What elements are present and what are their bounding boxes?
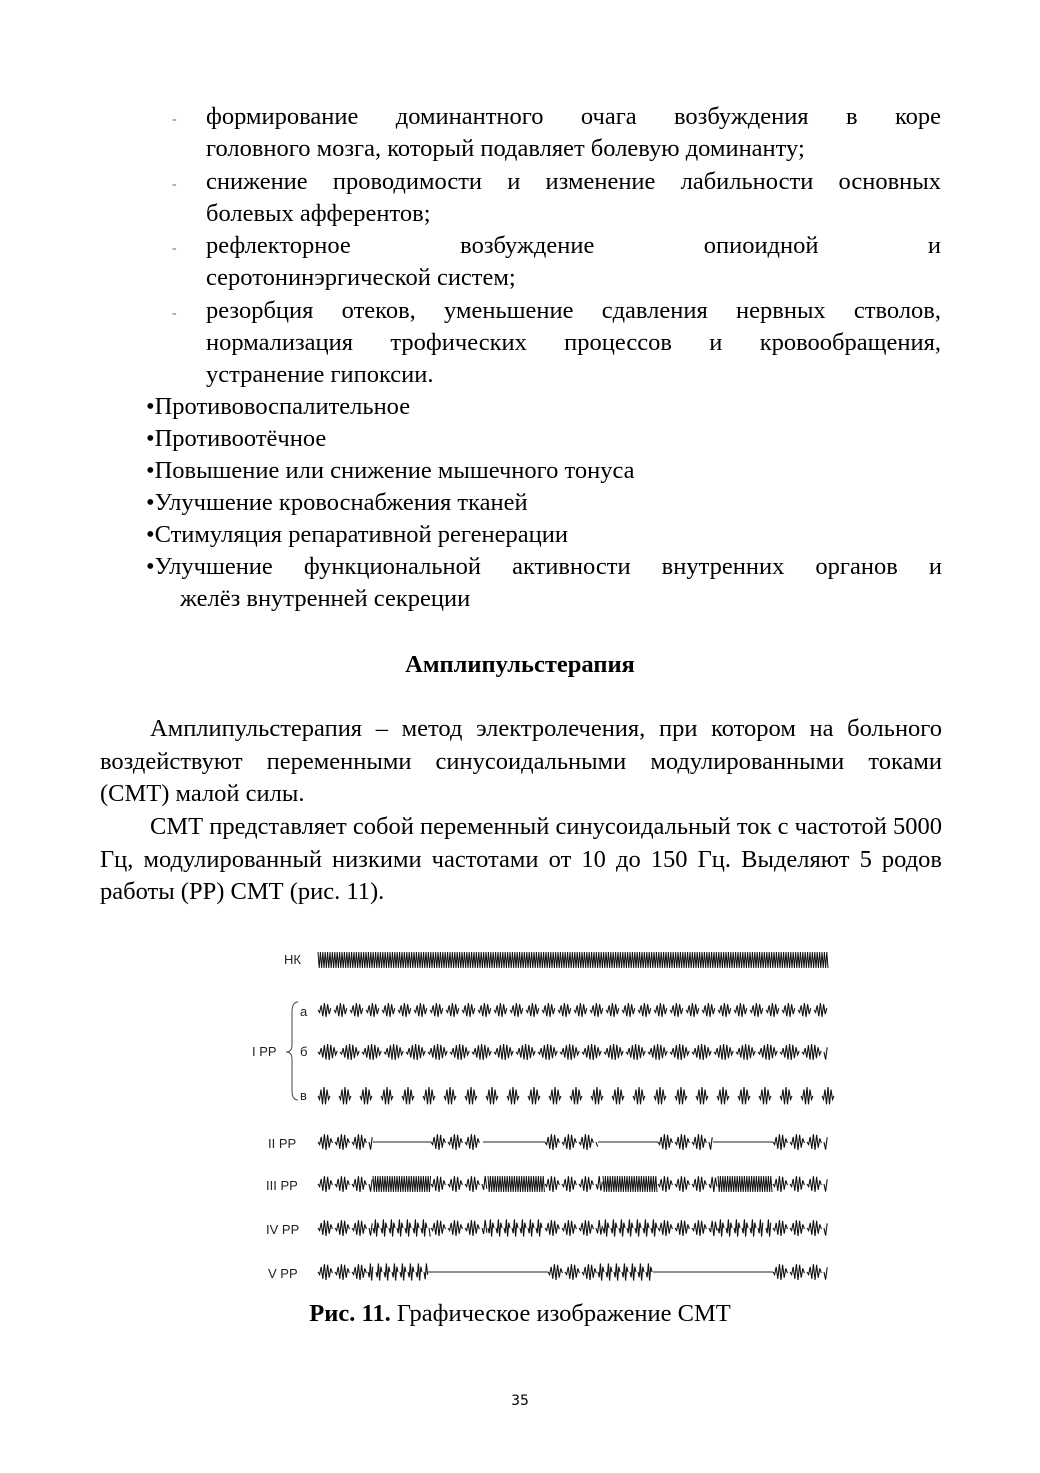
bullet-item: •Улучшение кровоснабжения тканей bbox=[146, 489, 528, 516]
waveform-i-pp-a bbox=[670, 1003, 683, 1017]
waveform-i-pp-a bbox=[494, 1003, 507, 1017]
waveform-i-pp-v bbox=[822, 1087, 834, 1104]
waveform-i-pp-b bbox=[362, 1044, 381, 1060]
waveform-iii-pp bbox=[482, 1176, 487, 1190]
waveform-i-pp-a bbox=[622, 1003, 635, 1017]
waveform-ii-pp bbox=[318, 1134, 332, 1150]
waveform-iv-pp bbox=[709, 1221, 717, 1236]
waveform-i-pp-a bbox=[542, 1003, 555, 1017]
waveform-i-pp-v bbox=[402, 1087, 414, 1104]
waveform-v-pp bbox=[352, 1264, 366, 1280]
waveform-iv-pp-dense bbox=[536, 1219, 542, 1236]
waveform-i-pp-a bbox=[446, 1003, 459, 1017]
waveform-ii-pp bbox=[431, 1134, 445, 1150]
waveform-i-pp-b bbox=[670, 1044, 689, 1060]
waveform-iv-pp-dense bbox=[373, 1219, 379, 1236]
waveform-i-pp-v bbox=[528, 1087, 540, 1104]
waveform-iii-pp-carrier bbox=[603, 1176, 657, 1192]
waveform-i-pp-a bbox=[782, 1003, 795, 1017]
waveform-iv-pp-dense bbox=[651, 1219, 657, 1236]
row-label-a: а bbox=[300, 1004, 308, 1019]
row-label-nk: НК bbox=[284, 952, 301, 967]
row-label-v: в bbox=[300, 1088, 307, 1103]
paragraph: СМТ представляет собой переменный синусоидальный ток с частотой 5000 Гц, модулированный низкими частотами от 10 до 150 Гц. Выделяют 5 родов работы (РР) СМТ (рис. 11). bbox=[100, 813, 942, 905]
waveform-iii-pp bbox=[335, 1176, 349, 1192]
waveform-i-pp-v bbox=[444, 1087, 456, 1104]
waveform-i-pp-b bbox=[648, 1044, 667, 1060]
bullet-item: •Противоотёчное bbox=[146, 425, 327, 452]
waveform-v-pp-dense bbox=[598, 1263, 604, 1280]
waveform-iv-pp-dense bbox=[611, 1219, 617, 1236]
waveform-ii-pp bbox=[579, 1134, 593, 1150]
waveform-i-pp-v bbox=[675, 1087, 687, 1104]
waveform-v-pp-dense bbox=[622, 1263, 628, 1280]
waveform-i-pp-v bbox=[570, 1087, 582, 1104]
waveform-i-pp-a bbox=[798, 1003, 811, 1017]
bullet-item: •Стимуляция репаративной регенерации bbox=[146, 521, 568, 548]
waveform-i-pp-a bbox=[414, 1003, 427, 1017]
waveform-iii-pp-carrier bbox=[488, 1176, 544, 1192]
waveform-v-pp bbox=[824, 1267, 827, 1279]
waveform-iii-pp bbox=[692, 1176, 706, 1192]
waveform-i-pp-a bbox=[430, 1003, 443, 1017]
waveform-iv-pp-dense bbox=[750, 1219, 756, 1236]
dash-marker: - bbox=[172, 112, 177, 127]
waveform-i-pp-a bbox=[638, 1003, 651, 1017]
waveform-iv-pp-dense bbox=[766, 1219, 771, 1236]
waveform-iv-pp bbox=[675, 1220, 689, 1236]
waveform-ii-pp bbox=[335, 1134, 349, 1150]
waveform-iv-pp bbox=[562, 1220, 576, 1236]
waveform-i-pp-a bbox=[462, 1003, 475, 1017]
waveform-iv-pp bbox=[692, 1220, 706, 1236]
waveform-iv-pp-dense bbox=[643, 1219, 649, 1236]
waveform-i-pp-a bbox=[590, 1003, 603, 1017]
bullet-item: •Повышение или снижение мышечного тонуса bbox=[146, 457, 635, 484]
waveform-iv-pp-dense bbox=[496, 1219, 502, 1236]
waveform-iv-pp bbox=[807, 1220, 821, 1236]
dash-item-line: головного мозга, который подавляет болевую доминанту; bbox=[206, 135, 805, 162]
dash-item-line: болевых афферентов; bbox=[206, 200, 431, 227]
row-label-b: б bbox=[300, 1044, 308, 1059]
waveform-i-pp-a bbox=[510, 1003, 523, 1017]
waveform-ii-pp bbox=[773, 1134, 787, 1150]
dash-item-line: нормализация трофических процессов и кровообращения, bbox=[206, 329, 941, 356]
waveform-i-pp-a bbox=[350, 1003, 363, 1017]
waveform-ii-pp bbox=[545, 1134, 559, 1150]
waveform-i-pp-v bbox=[654, 1087, 666, 1104]
waveform-iii-pp bbox=[675, 1176, 689, 1192]
waveform-iv-pp-dense bbox=[397, 1219, 403, 1236]
row-label-ii-pp: II РР bbox=[268, 1136, 297, 1151]
waveform-iv-pp-dense bbox=[488, 1219, 494, 1236]
waveform-iv-pp-dense bbox=[520, 1219, 526, 1236]
waveform-i-pp-v bbox=[612, 1087, 624, 1104]
waveform-ii-pp bbox=[596, 1142, 598, 1147]
waveform-i-pp-a bbox=[606, 1003, 619, 1017]
bullet-item-continuation: желёз внутренней секреции bbox=[180, 585, 471, 612]
waveform-iv-pp-dense bbox=[734, 1219, 740, 1236]
dash-marker: - bbox=[172, 241, 177, 256]
waveform-i-pp-a bbox=[766, 1003, 779, 1017]
waveform-iv-pp bbox=[465, 1220, 479, 1236]
waveform-iv-pp bbox=[658, 1220, 672, 1236]
waveform-iv-pp bbox=[369, 1223, 372, 1235]
waveform-v-pp-dense bbox=[368, 1263, 373, 1280]
waveform-i-pp-b bbox=[384, 1044, 403, 1060]
waveform-nk bbox=[318, 952, 828, 968]
waveform-i-pp-a bbox=[382, 1003, 395, 1017]
waveform-i-pp-v bbox=[360, 1087, 372, 1104]
waveform-i-pp-a bbox=[654, 1003, 667, 1017]
waveform-iii-pp bbox=[658, 1176, 672, 1192]
waveform-iii-pp bbox=[352, 1176, 366, 1192]
dash-item-line: снижение проводимости и изменение лабильности основных bbox=[206, 168, 941, 195]
waveform-v-pp-dense bbox=[392, 1263, 398, 1280]
waveform-ii-pp bbox=[465, 1134, 479, 1150]
waveform-iv-pp-dense bbox=[504, 1219, 510, 1236]
waveform-iii-pp bbox=[807, 1176, 821, 1192]
waveform-ii-pp bbox=[807, 1134, 821, 1150]
waveform-i-pp-v bbox=[759, 1087, 771, 1104]
waveform-i-pp-a bbox=[702, 1003, 715, 1017]
waveform-i-pp-a bbox=[478, 1003, 491, 1017]
waveform-i-pp-b bbox=[560, 1044, 579, 1060]
waveform-i-pp-v bbox=[549, 1087, 561, 1104]
waveform-v-pp-dense bbox=[408, 1263, 414, 1280]
dash-item-line: рефлекторное возбуждение опиоидной и bbox=[206, 232, 941, 259]
waveform-iii-pp-carrier bbox=[373, 1176, 431, 1192]
waveform-iv-pp-dense bbox=[627, 1219, 633, 1236]
dash-item bbox=[206, 230, 941, 294]
waveform-iv-pp bbox=[352, 1220, 366, 1236]
waveform-iv-pp-dense bbox=[528, 1219, 534, 1236]
waveform-v-pp-dense bbox=[614, 1263, 620, 1280]
waveform-iii-pp bbox=[431, 1176, 445, 1192]
waveform-i-pp-a bbox=[558, 1003, 571, 1017]
waveform-v-pp bbox=[318, 1264, 332, 1280]
waveform-i-pp-b bbox=[604, 1044, 623, 1060]
waveform-ii-pp bbox=[790, 1134, 804, 1150]
waveform-ii-pp bbox=[709, 1137, 712, 1149]
waveform-i-pp-b bbox=[538, 1044, 557, 1060]
waveform-i-pp-v bbox=[696, 1087, 708, 1104]
waveform-i-pp-a bbox=[734, 1003, 747, 1017]
waveform-v-pp-dense bbox=[606, 1263, 612, 1280]
waveform-iv-pp bbox=[482, 1220, 487, 1234]
waveform-iv-pp-dense bbox=[413, 1219, 419, 1236]
waveform-iv-pp bbox=[318, 1220, 332, 1236]
waveform-v-pp bbox=[548, 1264, 562, 1280]
waveform-iii-pp bbox=[545, 1176, 559, 1192]
waveform-v-pp-dense bbox=[630, 1263, 636, 1280]
waveform-iv-pp-dense bbox=[718, 1219, 724, 1236]
waveform-i-pp-a bbox=[718, 1003, 731, 1017]
paragraph: Амплипульстерапия – метод электролечения, при котором на больного воздействуют переменными синусоидальными модулированными токами (СМТ) малой силы. bbox=[100, 715, 942, 807]
waveform-i-pp-v bbox=[507, 1087, 519, 1104]
waveform-iii-pp-carrier bbox=[718, 1176, 772, 1192]
dash-item-line: серотонинэргической систем; bbox=[206, 264, 516, 291]
waveform-ii-pp bbox=[562, 1134, 576, 1150]
waveform-i-pp-b bbox=[626, 1044, 645, 1060]
waveform-iv-pp-dense bbox=[381, 1219, 387, 1236]
bullet-item: •Противовоспалительное bbox=[146, 393, 411, 420]
waveform-ii-pp bbox=[692, 1134, 706, 1150]
waveform-group bbox=[318, 952, 834, 1281]
waveform-i-pp-b bbox=[758, 1044, 777, 1060]
waveform-iv-pp-dense bbox=[635, 1219, 641, 1236]
group-brace bbox=[286, 1002, 298, 1100]
waveform-iv-pp-dense bbox=[742, 1219, 748, 1236]
waveform-v-pp-dense bbox=[424, 1263, 428, 1279]
waveform-v-pp bbox=[335, 1264, 349, 1280]
waveform-i-pp-b bbox=[516, 1044, 535, 1060]
waveform-v-pp bbox=[790, 1264, 804, 1280]
waveform-i-pp-b bbox=[340, 1044, 359, 1060]
waveform-iv-pp-dense bbox=[429, 1228, 430, 1237]
waveform-iv-pp bbox=[790, 1220, 804, 1236]
waveform-i-pp-a bbox=[318, 1003, 331, 1017]
waveform-v-pp bbox=[582, 1264, 596, 1280]
waveform-iii-pp bbox=[562, 1176, 576, 1192]
section-heading: Амплипульстерапия bbox=[405, 651, 635, 678]
waveform-iv-pp-dense bbox=[619, 1219, 625, 1236]
waveform-i-pp-v bbox=[738, 1087, 750, 1104]
waveform-i-pp-v bbox=[339, 1087, 351, 1104]
bullet-item: •Улучшение функциональной активности внутренних органов и желёз внутренней секреции bbox=[146, 551, 942, 615]
waveform-i-pp-v bbox=[591, 1087, 603, 1104]
waveform-i-pp-v bbox=[633, 1087, 645, 1104]
dash-item-line: устранение гипоксии. bbox=[206, 361, 434, 388]
waveform-iv-pp bbox=[773, 1220, 787, 1236]
waveform-iv-pp bbox=[824, 1223, 827, 1235]
waveform-v-pp bbox=[773, 1264, 787, 1280]
waveform-i-pp-b bbox=[736, 1044, 755, 1060]
waveform-i-pp-b bbox=[714, 1044, 733, 1060]
dash-marker: - bbox=[172, 177, 177, 192]
waveform-i-pp-b bbox=[494, 1044, 513, 1060]
waveform-iv-pp bbox=[448, 1220, 462, 1236]
waveform-iv-pp bbox=[431, 1220, 445, 1236]
waveform-iii-pp bbox=[579, 1176, 593, 1192]
waveform-iv-pp-dense bbox=[405, 1219, 411, 1236]
waveform-iii-pp bbox=[824, 1179, 827, 1191]
waveform-i-pp-v bbox=[717, 1087, 729, 1104]
waveform-v-pp-dense bbox=[638, 1263, 644, 1280]
row-label-v-pp: V РР bbox=[268, 1266, 298, 1281]
waveform-iii-pp bbox=[465, 1176, 479, 1192]
waveform-i-pp-b bbox=[406, 1044, 425, 1060]
waveform-iii-pp bbox=[790, 1176, 804, 1192]
waveform-v-pp-dense bbox=[384, 1263, 390, 1280]
waveform-iv-pp-dense bbox=[389, 1219, 395, 1236]
waveform-i-pp-b bbox=[450, 1044, 469, 1060]
waveform-v-pp-dense bbox=[646, 1263, 652, 1280]
waveform-i-pp-a bbox=[526, 1003, 539, 1017]
smt-figure bbox=[248, 940, 848, 1285]
waveform-i-pp-v bbox=[318, 1087, 330, 1104]
waveform-ii-pp bbox=[658, 1134, 672, 1150]
row-label-iv-pp: IV РР bbox=[266, 1222, 300, 1237]
waveform-v-pp-dense bbox=[416, 1263, 422, 1280]
waveform-ii-pp bbox=[352, 1134, 366, 1150]
waveform-v-pp bbox=[565, 1264, 579, 1280]
waveform-i-pp-b bbox=[824, 1047, 827, 1059]
waveform-i-pp-v bbox=[780, 1087, 792, 1104]
waveform-iii-pp bbox=[448, 1176, 462, 1192]
waveform-iv-pp-dense bbox=[421, 1219, 427, 1236]
waveform-iii-pp bbox=[369, 1179, 372, 1191]
waveform-i-pp-a bbox=[334, 1003, 347, 1017]
dash-item bbox=[206, 295, 941, 391]
waveform-i-pp-v bbox=[465, 1087, 477, 1104]
waveform-iv-pp bbox=[579, 1220, 593, 1236]
waveform-ii-pp bbox=[675, 1134, 689, 1150]
waveform-iv-pp-dense bbox=[758, 1219, 763, 1236]
waveform-iii-pp bbox=[773, 1176, 787, 1192]
waveform-iv-pp bbox=[545, 1220, 559, 1236]
waveform-i-pp-b bbox=[582, 1044, 601, 1060]
dash-item-line: резорбция отеков, уменьшение сдавления нервных стволов, bbox=[206, 297, 941, 324]
waveform-i-pp-b bbox=[692, 1044, 711, 1060]
dash-item bbox=[206, 166, 941, 230]
waveform-i-pp-v bbox=[423, 1087, 435, 1104]
waveform-iii-pp bbox=[318, 1176, 332, 1192]
waveform-iv-pp bbox=[335, 1220, 349, 1236]
figure-caption: Рис. 11. Графическое изображение СМТ bbox=[309, 1300, 731, 1327]
dash-marker: - bbox=[172, 306, 177, 321]
waveform-ii-pp bbox=[448, 1134, 462, 1150]
waveform-iv-pp-dense bbox=[603, 1219, 609, 1236]
waveform-iii-pp bbox=[596, 1176, 602, 1191]
waveform-ii-pp bbox=[369, 1137, 372, 1149]
waveform-i-pp-a bbox=[750, 1003, 763, 1017]
waveform-iv-pp-dense bbox=[512, 1219, 518, 1236]
waveform-i-pp-v bbox=[381, 1087, 393, 1104]
row-label-iii-pp: III РР bbox=[266, 1178, 298, 1193]
dash-item bbox=[206, 101, 941, 165]
waveform-i-pp-a bbox=[814, 1003, 827, 1017]
waveform-v-pp-dense bbox=[376, 1263, 382, 1280]
waveform-v-pp-dense bbox=[400, 1263, 406, 1280]
waveform-i-pp-v bbox=[801, 1087, 813, 1104]
waveform-i-pp-b bbox=[802, 1044, 821, 1060]
waveform-i-pp-a bbox=[366, 1003, 379, 1017]
waveform-i-pp-v bbox=[486, 1087, 498, 1104]
waveform-v-pp bbox=[807, 1264, 821, 1280]
waveform-i-pp-b bbox=[428, 1044, 447, 1060]
waveform-iv-pp bbox=[596, 1220, 602, 1235]
waveform-iii-pp bbox=[709, 1177, 717, 1192]
page-number: 35 bbox=[511, 1393, 529, 1409]
waveform-i-pp-b bbox=[318, 1044, 337, 1060]
waveform-ii-pp bbox=[824, 1137, 827, 1149]
waveform-iv-pp-dense bbox=[726, 1219, 732, 1236]
waveform-i-pp-b bbox=[780, 1044, 799, 1060]
dash-item-line: формирование доминантного очага возбуждения в коре bbox=[206, 103, 941, 130]
group-label-i-pp: I РР bbox=[252, 1044, 277, 1059]
waveform-i-pp-a bbox=[686, 1003, 699, 1017]
waveform-i-pp-b bbox=[472, 1044, 491, 1060]
waveform-i-pp-a bbox=[574, 1003, 587, 1017]
waveform-i-pp-a bbox=[398, 1003, 411, 1017]
